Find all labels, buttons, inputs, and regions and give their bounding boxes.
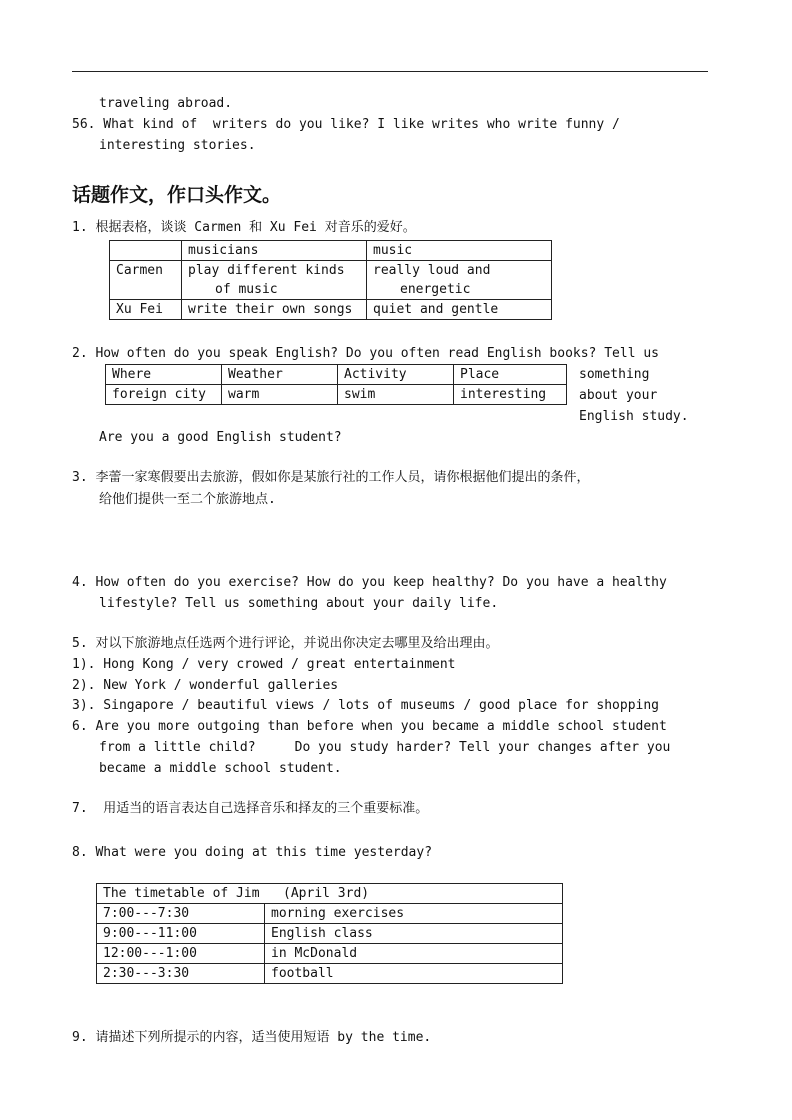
table-cell <box>367 261 552 300</box>
timetable <box>96 883 563 984</box>
question-4-line2: lifestyle? Tell us something about your daily life. <box>99 596 499 611</box>
table-cell: football <box>265 964 563 984</box>
question-2: 2. How often do you speak English? Do you often read English books? Tell us <box>72 346 659 361</box>
table-cell: write their own songs <box>182 300 367 320</box>
music-table <box>109 240 552 320</box>
travel-table <box>105 364 567 405</box>
table-cell: 2:30---3:30 <box>97 964 265 984</box>
table-cell: in McDonald <box>265 944 563 964</box>
table-header: Weather <box>222 365 338 385</box>
cell-line: of music <box>215 282 278 297</box>
question-4-line1: 4. How often do you exercise? How do you keep healthy? Do you have a healthy <box>72 575 667 590</box>
text-line: traveling abroad. <box>99 96 233 111</box>
table-cell <box>110 241 182 261</box>
question-9: 9. 请描述下列所提示的内容，适当使用短语 by the time. <box>72 1030 432 1045</box>
question-6-line3: became a middle school student. <box>99 761 342 776</box>
section-heading: 话题作文，作口头作文。 <box>72 184 282 206</box>
top-rule <box>72 71 708 72</box>
table-cell: 12:00---1:00 <box>97 944 265 964</box>
question-56-line1: 56. What kind of writers do you like? I like writes who write funny / <box>72 117 620 132</box>
cell-line: energetic <box>400 282 471 297</box>
question-5: 5. 对以下旅游地点任选两个进行评论，并说出你决定去哪里及给出理由。 <box>72 636 499 651</box>
table-cell: interesting <box>454 385 567 405</box>
table-cell: 7:00---7:30 <box>97 904 265 924</box>
question-1: 1. 根据表格，谈谈 Carmen 和 Xu Fei 对音乐的爱好。 <box>72 220 416 235</box>
table-cell: English class <box>265 924 563 944</box>
side-text: something <box>579 367 650 382</box>
question-3-line1: 3. 李蕾一家寒假要出去旅游，假如你是某旅行社的工作人员，请你根据他们提出的条件， <box>72 470 590 485</box>
option-2: 2). New York / wonderful galleries <box>72 678 339 693</box>
table-header: Where <box>106 365 222 385</box>
question-6-line1: 6. Are you more outgoing than before when you became a middle school student <box>72 719 667 734</box>
table-header: musicians <box>182 241 367 261</box>
table-cell: warm <box>222 385 338 405</box>
table-cell: quiet and gentle <box>367 300 552 320</box>
timetable-title: The timetable of Jim (April 3rd) <box>97 884 563 904</box>
option-3: 3). Singapore / beautiful views / lots of museums / good place for shopping <box>72 698 659 713</box>
option-1: 1). Hong Kong / very crowed / great entertainment <box>72 657 456 672</box>
question-2-tail: Are you a good English student? <box>99 430 342 445</box>
cell-line: play different kinds <box>188 263 345 278</box>
table-header: Place <box>454 365 567 385</box>
table-cell: swim <box>338 385 454 405</box>
side-text: about your <box>579 388 658 403</box>
question-3-line2: 给他们提供一至二个旅游地点. <box>99 492 276 507</box>
question-6-line2: from a little child? Do you study harder? Tell your changes after you <box>99 740 671 755</box>
table-cell: 9:00---11:00 <box>97 924 265 944</box>
question-7: 7. 用适当的语言表达自己选择音乐和择友的三个重要标准。 <box>72 801 429 816</box>
cell-line: really loud and <box>373 263 491 278</box>
table-cell: foreign city <box>106 385 222 405</box>
table-header: music <box>367 241 552 261</box>
table-cell: Carmen <box>110 261 182 300</box>
table-cell: Xu Fei <box>110 300 182 320</box>
table-cell: morning exercises <box>265 904 563 924</box>
table-header: Activity <box>338 365 454 385</box>
question-56-line2: interesting stories. <box>99 138 256 153</box>
side-text: English study. <box>579 409 689 424</box>
table-cell <box>182 261 367 300</box>
question-8: 8. What were you doing at this time yesterday? <box>72 845 433 860</box>
